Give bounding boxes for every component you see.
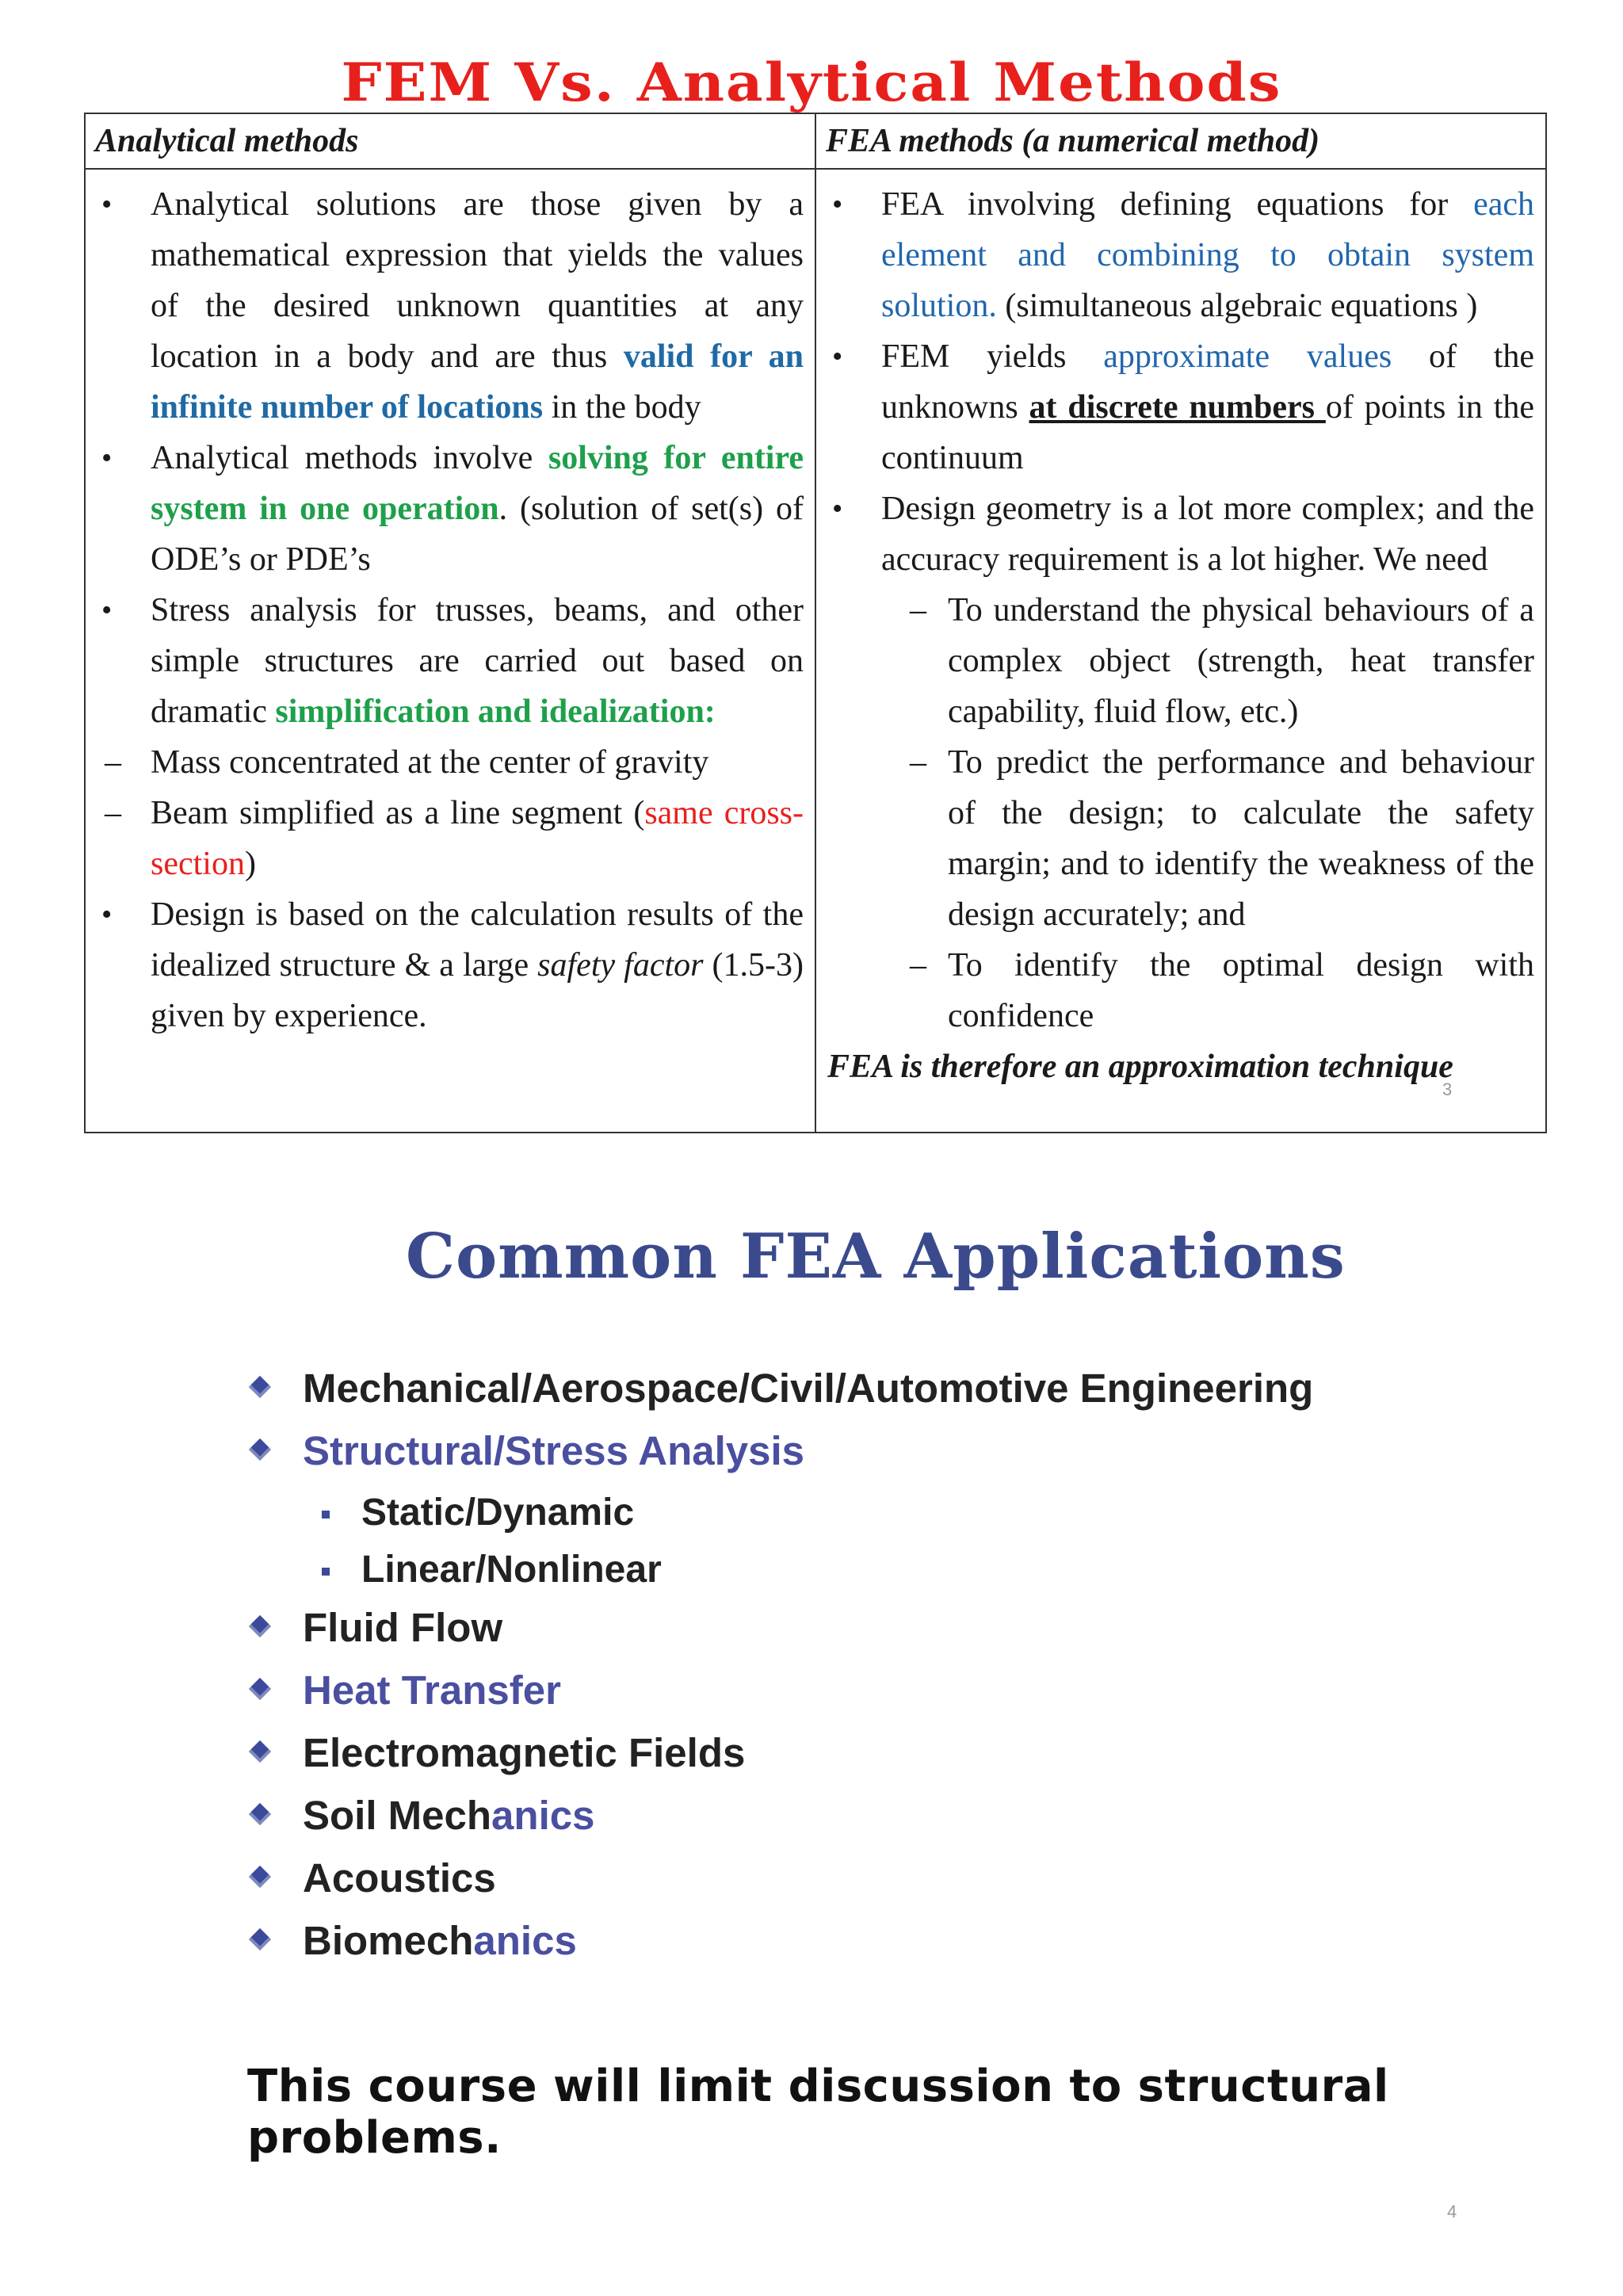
diamond-bullet-icon [249,1678,271,1700]
list-item: Structural/Stress Analysis [252,1424,1361,1477]
diamond-bullet-icon [249,1438,271,1461]
analytical-dash-2: – Beam simplified as a line segment (same cross-section) [97,788,804,889]
bullet-icon: • [101,441,113,475]
dash-icon: – [910,592,926,628]
analytical-bullet-2: • Analytical methods involve solving for entire system in one operation. (solution of set(s) of ODE’s or PDE’s [97,433,804,585]
course-note: This course will limit discussion to structural problems. [247,2061,1389,2164]
highlight-text: solving for entire system in one operation [151,440,804,527]
applications-list [252,1362,1361,1977]
sub-list-item: Static/Dynamic [252,1487,1361,1539]
highlight-text: simplification and idealization: [275,693,716,730]
page-title: FEM Vs. Analytical Methods [341,51,1282,113]
fea-sub-3: – To identify the optimal design with confidence [827,940,1534,1041]
list-item: Biomechanics [252,1914,1361,1967]
analytical-dash-1: – Mass concentrated at the center of gravity [97,737,804,788]
fea-bullet-3: • Design geometry is a lot more complex; and the accuracy requirement is a lot higher. We need [827,483,1534,585]
slide-number: 3 [1442,1079,1453,1099]
diamond-bullet-icon [249,1928,271,1950]
list-item: Fluid Flow [252,1601,1361,1654]
fea-conclusion: FEA is therefore an approximation technique [827,1049,1453,1085]
highlight-text: each element and combining to obtain system solution. [881,186,1534,324]
highlight-text: same cross-section [151,795,804,882]
square-bullet-icon [322,1568,330,1576]
dash-icon: – [910,744,926,781]
italic-text: safety factor [537,947,704,984]
dash-icon: – [105,744,121,781]
dash-icon: – [910,947,926,984]
slide-number: 4 [1447,2202,1457,2222]
diamond-bullet-icon [249,1615,271,1637]
bullet-icon: • [832,340,843,373]
highlight-text: approximate values [1103,338,1392,375]
bullet-icon: • [832,492,843,525]
list-item: Soil Mechanics [252,1789,1361,1842]
list-item: Electromagnetic Fields [252,1726,1361,1779]
highlight-text: valid for an infinite number of locations [151,338,804,426]
fea-bullet-2: • FEM yields approximate values of the unknowns at discrete numbers of points in the continuum [827,331,1534,483]
bullet-icon: • [101,188,113,221]
diamond-bullet-icon [249,1376,271,1398]
analytical-cell [85,169,815,1133]
analytical-bullet-1: • Analytical solutions are those given by a mathematical expression that yields the values of the desired unknown quantities at any location in a body and are thus valid for an infinite number of locations in the body [97,179,804,433]
list-item: Heat Transfer [252,1664,1361,1717]
bullet-icon: • [101,898,113,931]
dash-icon: – [105,795,121,831]
bullet-icon: • [101,594,113,627]
fea-sub-2: – To predict the performance and behaviour of the design; to calculate the safety margin; and to identify the weakness of the design accurately; and [827,737,1534,940]
analytical-bullet-3: • Stress analysis for trusses, beams, and other simple structures are carried out based on dramatic simplification and idealization: [97,585,804,737]
fea-cell [815,169,1546,1133]
applications-title: Common FEA Applications [406,1221,1346,1293]
diamond-bullet-icon [249,1740,271,1763]
comparison-table [84,113,1547,1133]
list-item: Acoustics [252,1851,1361,1904]
fea-sub-1: – To understand the physical behaviours of a complex object (strength, heat transfer capability, fluid flow, etc.) [827,585,1534,737]
underlined-text: at discrete numbers [1029,389,1326,426]
bullet-icon: • [832,188,843,221]
header-fea: FEA methods (a numerical method) [815,113,1546,169]
fea-bullet-1: • FEA involving defining equations for each element and combining to obtain system solution. (simultaneous algebraic equations ) [827,179,1534,331]
square-bullet-icon [322,1511,330,1519]
sub-list-item: Linear/Nonlinear [252,1544,1361,1596]
analytical-bullet-4: • Design is based on the calculation results of the idealized structure & a large safety factor (1.5-3) given by experience. [97,889,804,1041]
diamond-bullet-icon [249,1803,271,1825]
list-item: Mechanical/Aerospace/Civil/Automotive Engineering [252,1362,1361,1415]
header-analytical: Analytical methods [85,113,815,169]
diamond-bullet-icon [249,1866,271,1888]
